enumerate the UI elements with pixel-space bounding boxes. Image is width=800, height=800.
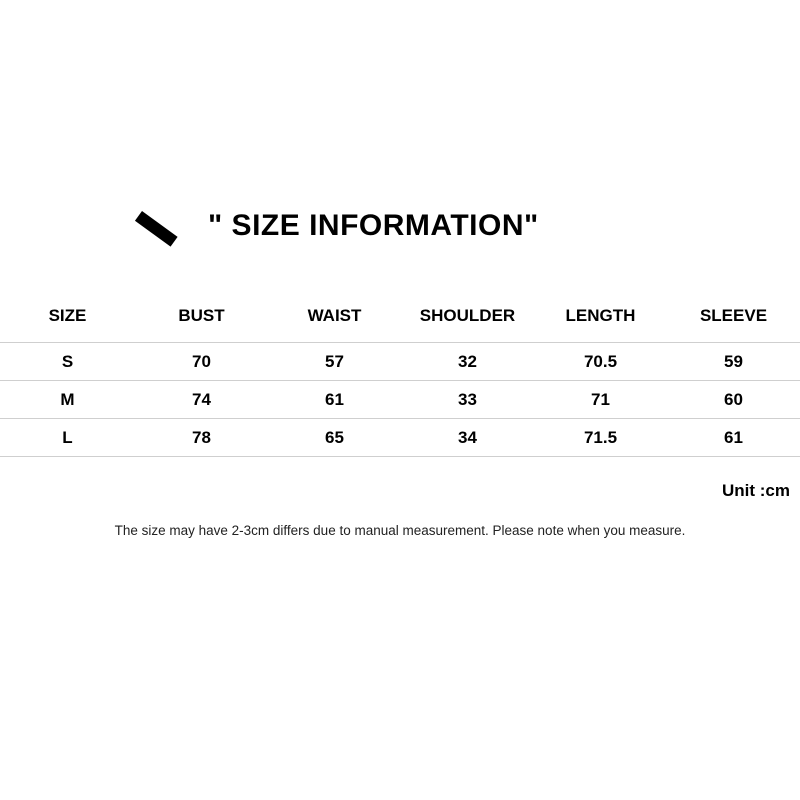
- cell-sleeve: 60: [724, 389, 743, 409]
- size-chart-table: [0, 290, 800, 457]
- cell-length: 71: [591, 389, 610, 409]
- column-header-waist: WAIST: [307, 306, 362, 325]
- table-header: [0, 290, 800, 343]
- table-row: [0, 343, 800, 381]
- table-header-row: [0, 290, 800, 343]
- size-chart-table-wrapper: [0, 290, 800, 457]
- cell-bust: 74: [192, 389, 211, 409]
- column-header-length: LENGTH: [565, 306, 636, 325]
- cell-sleeve: 61: [724, 427, 743, 447]
- table-body: [0, 343, 800, 457]
- cell-length: 71.5: [583, 427, 618, 447]
- cell-waist: 61: [325, 389, 344, 409]
- title-row: [0, 196, 800, 256]
- cell-size: L: [62, 427, 73, 447]
- cell-size: S: [61, 351, 74, 371]
- slash-decoration-icon: [140, 207, 186, 245]
- cell-length: 70.5: [583, 351, 618, 371]
- table-row: [0, 419, 800, 457]
- cell-shoulder: 32: [458, 351, 477, 371]
- column-header-size: SIZE: [48, 306, 87, 325]
- cell-shoulder: 34: [458, 427, 477, 447]
- cell-waist: 65: [325, 427, 344, 447]
- cell-bust: 70: [192, 351, 211, 371]
- measurement-note: The size may have 2-3cm differs due to manual measurement. Please note when you measure.: [114, 523, 686, 538]
- unit-label: Unit :cm: [722, 481, 790, 500]
- cell-sleeve: 59: [724, 351, 743, 371]
- cell-bust: 78: [192, 427, 211, 447]
- column-header-bust: BUST: [178, 306, 225, 325]
- page-title: " SIZE INFORMATION": [208, 209, 539, 242]
- cell-waist: 57: [325, 351, 344, 371]
- column-header-shoulder: SHOULDER: [419, 306, 516, 325]
- table-row: [0, 381, 800, 419]
- cell-size: M: [60, 389, 75, 409]
- column-header-sleeve: SLEEVE: [699, 306, 768, 325]
- cell-shoulder: 33: [458, 389, 477, 409]
